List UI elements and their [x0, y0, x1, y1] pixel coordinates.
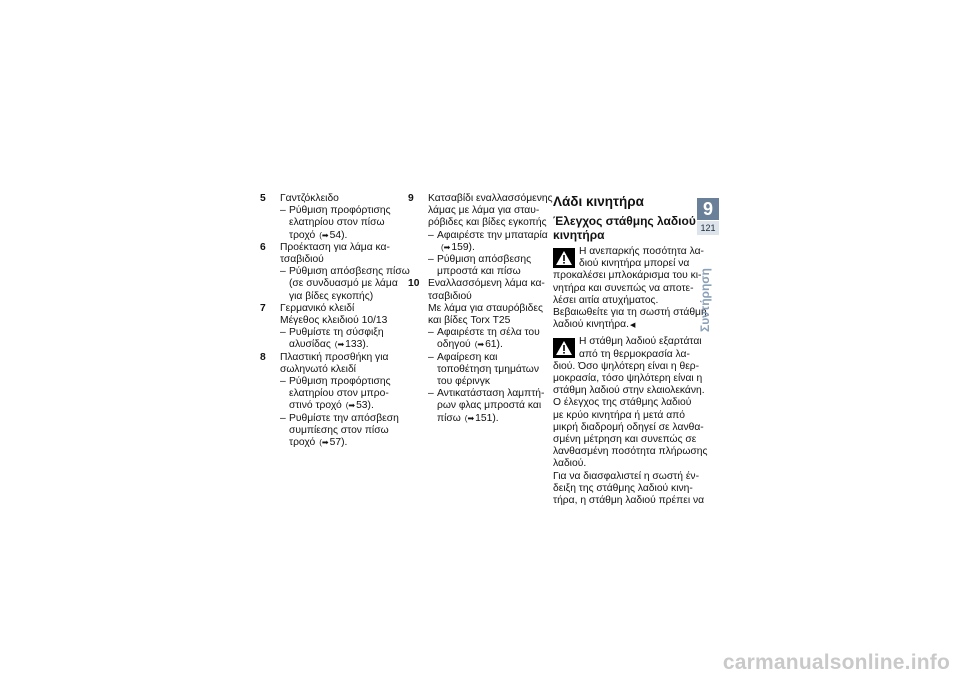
dash-marker: – — [280, 376, 286, 388]
dash-marker: – — [280, 412, 286, 424]
item-body — [280, 193, 400, 242]
body-line: διού. Όσο ψηλότερη είναι η θερ- — [553, 360, 700, 372]
arrow-right-icon: (➡ — [345, 401, 356, 411]
body-line: μοκρασία, τόσο ψηλότερη είναι η — [553, 373, 703, 385]
list-item — [408, 278, 548, 424]
sub-item-line — [437, 339, 548, 351]
chapter-title: Συντήρηση — [698, 268, 712, 332]
sub-item — [428, 254, 553, 278]
item-line: λάμας με λάμα για σταυ- — [428, 205, 540, 217]
arrow-right-icon: (➡ — [319, 230, 329, 240]
sub-line-text: μπροστά και πίσω — [437, 266, 521, 278]
sub-item — [280, 376, 400, 413]
item-body — [280, 242, 410, 303]
page-reference: 57). — [329, 437, 348, 449]
sub-line-text: Αφαιρέστε την μπαταρία — [437, 229, 548, 241]
sub-item-text — [437, 230, 553, 254]
sub-line-text: Αντικατάσταση λαμπτή- — [437, 388, 545, 400]
sub-line-text: (σε συνδυασμό με λάμα — [289, 278, 398, 290]
sub-item-line — [289, 413, 400, 425]
item-line: Κατσαβίδι εναλλασσόμενης — [428, 193, 553, 204]
sub-line-text: Ρυθμίστε τη σύσφιξη — [289, 327, 384, 339]
item-body — [428, 278, 548, 424]
sub-line-text: Ρυθμίστε την απόσβεση — [289, 412, 399, 424]
dash-marker: – — [428, 351, 434, 363]
list-item — [408, 193, 553, 278]
list-item — [260, 352, 400, 450]
item-number: 5 — [260, 193, 266, 204]
sub-item-line — [289, 266, 410, 278]
sub-line-text: ελατηρίου στον πίσω — [289, 217, 385, 229]
sub-item — [428, 352, 548, 389]
sub-item-line — [437, 254, 553, 266]
sub-line-text: για βίδες εγκοπής) — [289, 290, 374, 302]
sub-line-text: Ρύθμιση προφόρτισης — [289, 376, 391, 388]
sub-item — [280, 413, 400, 450]
page-number: 121 — [697, 221, 719, 235]
sub-item-line — [289, 388, 400, 400]
sub-item-line — [289, 339, 400, 351]
dash-marker: – — [428, 327, 434, 339]
sub-item — [280, 266, 410, 303]
warning-line: Η ανεπαρκής ποσότητα λα- — [579, 246, 704, 257]
warning-line: διού κινητήρα μπορεί να — [579, 258, 690, 270]
page-reference: 151). — [475, 412, 499, 424]
list-item — [260, 303, 400, 352]
sub-item-line — [437, 376, 548, 388]
item-body — [280, 352, 400, 450]
body-line: μικρή διαδρομή οδηγεί σε λανθα- — [553, 421, 704, 433]
sub-item-text — [437, 254, 553, 278]
sub-line-text: αλυσίδας — [289, 339, 331, 351]
body-line: δειξη της στάθμης λαδιού κινη- — [553, 482, 693, 494]
sub-item-text — [437, 388, 548, 425]
dash-marker: – — [428, 229, 434, 241]
column-left — [260, 193, 410, 449]
body-line: Για να διασφαλιστεί η σωστή έν- — [553, 470, 700, 482]
subtitle-line: κινητήρα — [553, 228, 605, 242]
sub-line-text: Ρύθμιση απόσβεσης — [437, 254, 532, 266]
sub-item-line — [289, 205, 400, 217]
sub-line-text: τροχό — [289, 437, 316, 449]
sub-item-line — [437, 352, 548, 364]
warning-line: Βεβαιωθείτε για τη σωστή στάθμη — [553, 307, 707, 319]
item-line: και βίδες Torx T25 — [428, 315, 511, 327]
sub-item-line — [289, 291, 410, 303]
arrow-right-icon: (➡ — [319, 438, 329, 448]
sub-line-text: στινό τροχό — [289, 400, 342, 412]
item-line: Με λάμα για σταυρόβιδες — [428, 302, 543, 314]
dash-marker: – — [280, 205, 286, 217]
sub-item-line — [437, 242, 553, 254]
arrow-right-icon: (➡ — [464, 413, 475, 423]
chapter-number: 9 — [697, 198, 719, 220]
sub-line-text: Αφαίρεση και — [437, 351, 498, 363]
sub-item-text — [437, 327, 548, 351]
sub-line-text: τροχό — [289, 229, 316, 241]
sub-item — [428, 230, 553, 254]
item-number: 10 — [408, 278, 420, 290]
section-title: Λάδι κινητήρα — [553, 194, 644, 209]
sub-item — [280, 205, 400, 242]
sub-item-text — [289, 266, 410, 303]
warning-line-last — [553, 319, 691, 332]
warning-line: προκαλέσει μπλοκάρισμα του κι- — [553, 270, 702, 282]
body-line: Ο έλεγχος της στάθμης λαδιού — [553, 397, 692, 409]
sub-line-text: πίσω — [437, 412, 461, 424]
sub-item — [428, 327, 548, 351]
note-line: από τη θερμοκρασία λα- — [579, 348, 690, 360]
item-number: 6 — [260, 241, 266, 253]
item-line: τσαβιδιού — [280, 254, 324, 266]
sub-item-text — [289, 205, 400, 242]
sub-line-text: οδηγού — [437, 339, 471, 351]
item-line: Μέγεθος κλειδιού 10/13 — [280, 315, 388, 327]
watermark: carmanualsonline.info — [722, 651, 950, 674]
warning-triangle-icon — [553, 338, 575, 358]
list-item — [260, 241, 410, 303]
dash-marker: – — [428, 388, 434, 400]
sub-item-line — [289, 230, 400, 242]
dash-marker: – — [280, 266, 286, 278]
page-reference: 54). — [329, 229, 348, 241]
item-body — [428, 193, 553, 278]
sub-item-line — [437, 413, 548, 425]
list-item — [260, 193, 400, 242]
sub-item-line — [289, 327, 400, 339]
sub-item-line — [289, 400, 400, 412]
arrow-right-icon: (➡ — [334, 340, 345, 350]
warning-line: λέσει αιτία ατυχήματος. — [553, 294, 659, 306]
page-reference: 53). — [356, 400, 374, 412]
warning-triangle-icon — [553, 248, 575, 268]
sub-item-line — [289, 278, 410, 290]
sub-line-text: Ρύθμιση προφόρτισης — [289, 205, 391, 217]
item-line: ρόβιδες και βίδες εγκοπής — [428, 217, 547, 229]
end-of-section-icon: ◀ — [629, 322, 636, 330]
sub-line-text: Αφαιρέστε τη σέλα του — [437, 327, 540, 339]
sub-item-text — [289, 327, 400, 351]
sub-line-text: ελατηρίου στον μπρο- — [289, 388, 389, 400]
item-line: σωληνωτό κλειδί — [280, 363, 356, 375]
item-line: Γερμανικό κλειδί — [280, 302, 355, 314]
item-number: 7 — [260, 302, 266, 314]
warning-line: νητήρα και συνεπώς να αποτε- — [553, 282, 694, 294]
body-line: με κρύο κινητήρα ή μετά από — [553, 409, 686, 421]
warning-line-text: λαδιού κινητήρα. — [553, 319, 629, 331]
body-line: σμένη μέτρηση και συνεπώς σε — [553, 434, 697, 446]
subtitle-line: Έλεγχος στάθμης λαδιού — [553, 214, 696, 228]
body-line: τήρα, η στάθμη λαδιού πρέπει να — [553, 495, 705, 507]
sub-item-line — [289, 217, 400, 229]
arrow-right-icon: (➡ — [441, 242, 451, 252]
sub-item-line — [289, 425, 400, 437]
sub-line-text: του φέρινγκ — [437, 376, 490, 388]
body-text — [553, 360, 708, 507]
sub-line-text: συμπίεσης στον πίσω — [289, 424, 389, 436]
page-reference: 133). — [345, 339, 369, 351]
item-line: Προέκταση για λάμα κα- — [280, 241, 390, 253]
sub-item-line — [437, 230, 553, 242]
item-body — [280, 303, 400, 352]
note-block — [553, 336, 708, 507]
sub-line-text: τοποθέτηση τμημάτων — [437, 363, 539, 375]
body-line: στάθμη λαδιού στην ελαιολεκάνη. — [553, 385, 705, 397]
chapter-marker — [697, 198, 719, 235]
sub-item — [428, 388, 548, 425]
sub-item-text — [289, 376, 400, 413]
sub-item-line — [437, 388, 548, 400]
sub-item-line — [437, 400, 548, 412]
sub-line-text: Ρύθμιση απόσβεσης πίσω — [289, 266, 410, 278]
sub-item-text — [437, 352, 548, 389]
dash-marker: – — [428, 254, 434, 266]
body-line: λαδιού. — [553, 458, 587, 470]
sub-item-line — [437, 327, 548, 339]
dash-marker: – — [280, 327, 286, 339]
page-reference: 159). — [451, 241, 475, 253]
arrow-right-icon: (➡ — [474, 340, 485, 350]
body-line: λανθασμένη ποσότητα πλήρωσης — [553, 446, 708, 458]
item-line: Γαντζόκλειδο — [280, 193, 339, 204]
section-subtitle — [553, 214, 696, 242]
item-number: 9 — [408, 193, 414, 204]
sub-item-line — [437, 266, 553, 278]
sub-line-text: ρων φλας μπροστά και — [437, 400, 542, 412]
column-middle — [408, 193, 553, 425]
sub-item-text — [289, 413, 400, 450]
sub-item — [280, 327, 400, 351]
sub-item-line — [289, 376, 400, 388]
item-line: Εναλλασσόμενη λάμα κα- — [428, 278, 545, 290]
item-line: Πλαστική προσθήκη για — [280, 351, 389, 363]
item-line: τσαβιδιού — [428, 290, 472, 302]
note-line: Η στάθμη λαδιού εξαρτάται — [579, 336, 702, 348]
sub-item-line — [437, 364, 548, 376]
sub-item-line — [289, 437, 400, 449]
page-reference: 61). — [485, 339, 503, 351]
item-number: 8 — [260, 351, 266, 363]
